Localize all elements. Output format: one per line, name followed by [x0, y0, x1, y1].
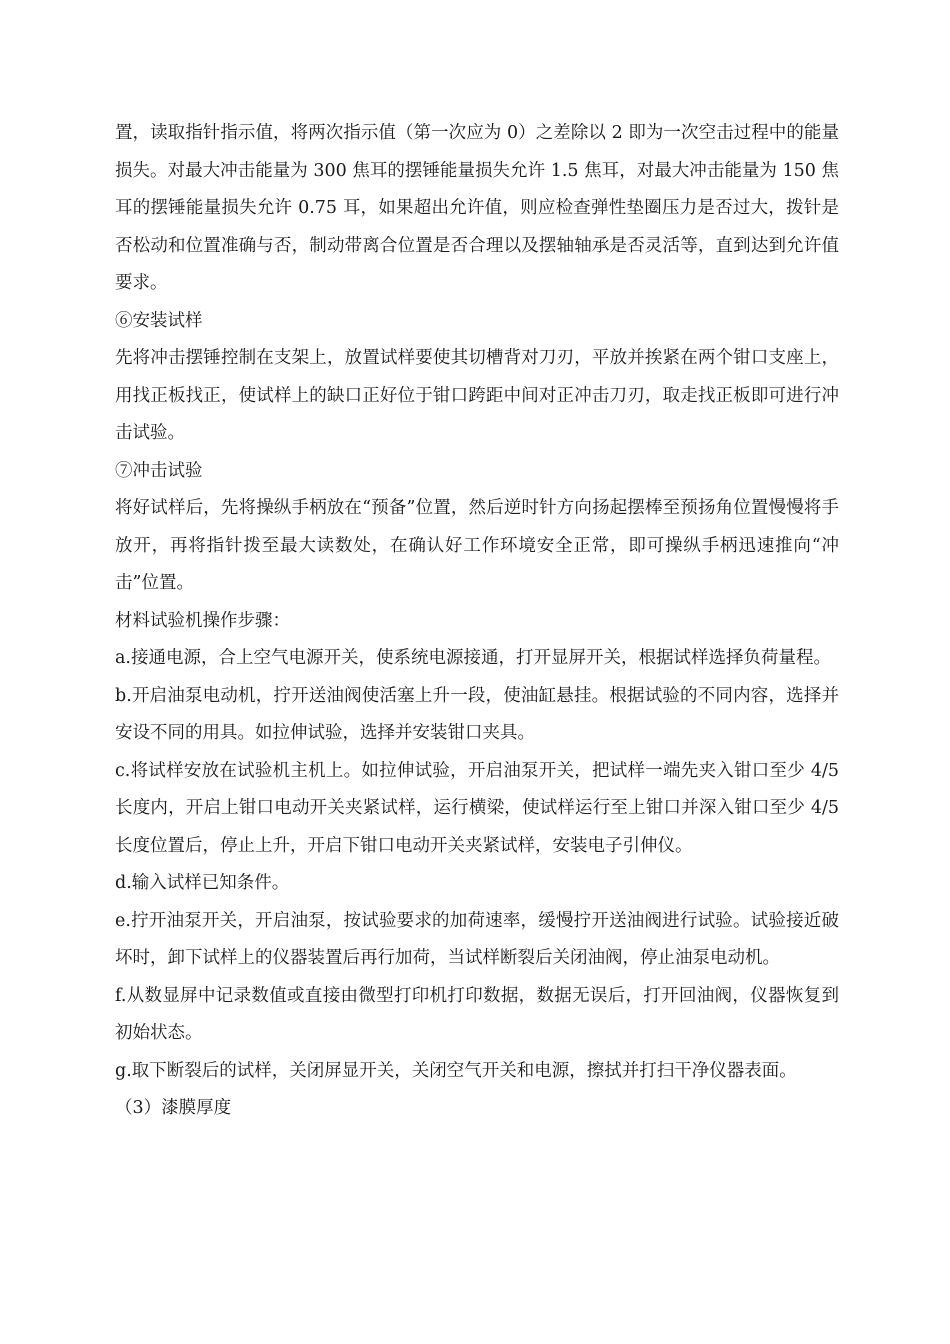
- heading-install-sample: ⑥安装试样: [115, 310, 203, 331]
- paragraph-energy-loss: 置，读取指针指示值，将两次指示值（第一次应为 0）之差除以 2 即为一次空击过程中的能量损失。对最大冲击能量为 300 焦耳的摆锤能量损失允许 1.5 焦耳，对最大冲击能量为 150 焦耳的摆锤能量损失允许 0.75 耳，如果超出允许值，则应检查弹性垫圈压力是否过大，拨针是否松动和位置准确与否，制动带离合位置是否合理以及摆轴轴承是否灵活等，直到达到允许值要求。: [115, 123, 839, 293]
- heading-machine-steps: 材料试验机操作步骤：: [115, 610, 290, 631]
- step-e: e.拧开油泵开关，开启油泵，按试验要求的加荷速率，缓慢拧开送油阀进行试验。试验接近破坏时，卸下试样上的仪器装置后再行加荷，当试样断裂后关闭油阀，停止油泵电动机。: [115, 910, 839, 968]
- heading-paint-film: （3）漆膜厚度: [115, 1098, 232, 1118]
- step-c: c.将试样安放在试验机主机上。如拉伸试验，开启油泵开关，把试样一端先夹入钳口至少 4/5 长度内，开启上钳口电动开关夹紧试样，运行横梁，使试样运行至上钳口并深入钳口至少 4/5 长度位置后，停止上升，开启下钳口电动开关夹紧试样，安装电子引伸仪。: [115, 760, 839, 856]
- step-b: b.开启油泵电动机，拧开送油阀使活塞上升一段，使油缸悬挂。根据试验的不同内容，选择并安设不同的用具。如拉伸试验，选择并安装钳口夹具。: [115, 685, 839, 743]
- step-f: f.从数显屏中记录数值或直接由微型打印机打印数据，数据无误后，打开回油阀，仪器恢复到初始状态。: [115, 985, 839, 1043]
- paragraph-impact-test: 将好试样后，先将操纵手柄放在“预备”位置，然后逆时针方向扬起摆棒至预扬角位置慢慢将手放开，再将指针拨至最大读数处，在确认好工作环境安全正常，即可操纵手柄迅速推向“冲击”位置。: [115, 498, 839, 593]
- step-d: d.输入试样已知条件。: [115, 873, 290, 893]
- heading-impact-test: ⑦冲击试验: [115, 460, 203, 481]
- document-body: [115, 115, 839, 1128]
- paragraph-install-sample: 先将冲击摆锤控制在支架上，放置试样要使其切槽背对刀刃，平放并挨紧在两个钳口支座上，用找正板找正，使试样上的缺口正好位于钳口跨距中间对正冲击刀刃，取走找正板即可进行冲击试验。: [115, 348, 839, 443]
- step-g: g.取下断裂后的试样，关闭屏显开关，关闭空气开关和电源，擦拭并打扫干净仪器表面。: [115, 1060, 797, 1081]
- step-a: a.接通电源，合上空气电源开关，使系统电源接通，打开显屏开关，根据试样选择负荷量程。: [115, 648, 831, 668]
